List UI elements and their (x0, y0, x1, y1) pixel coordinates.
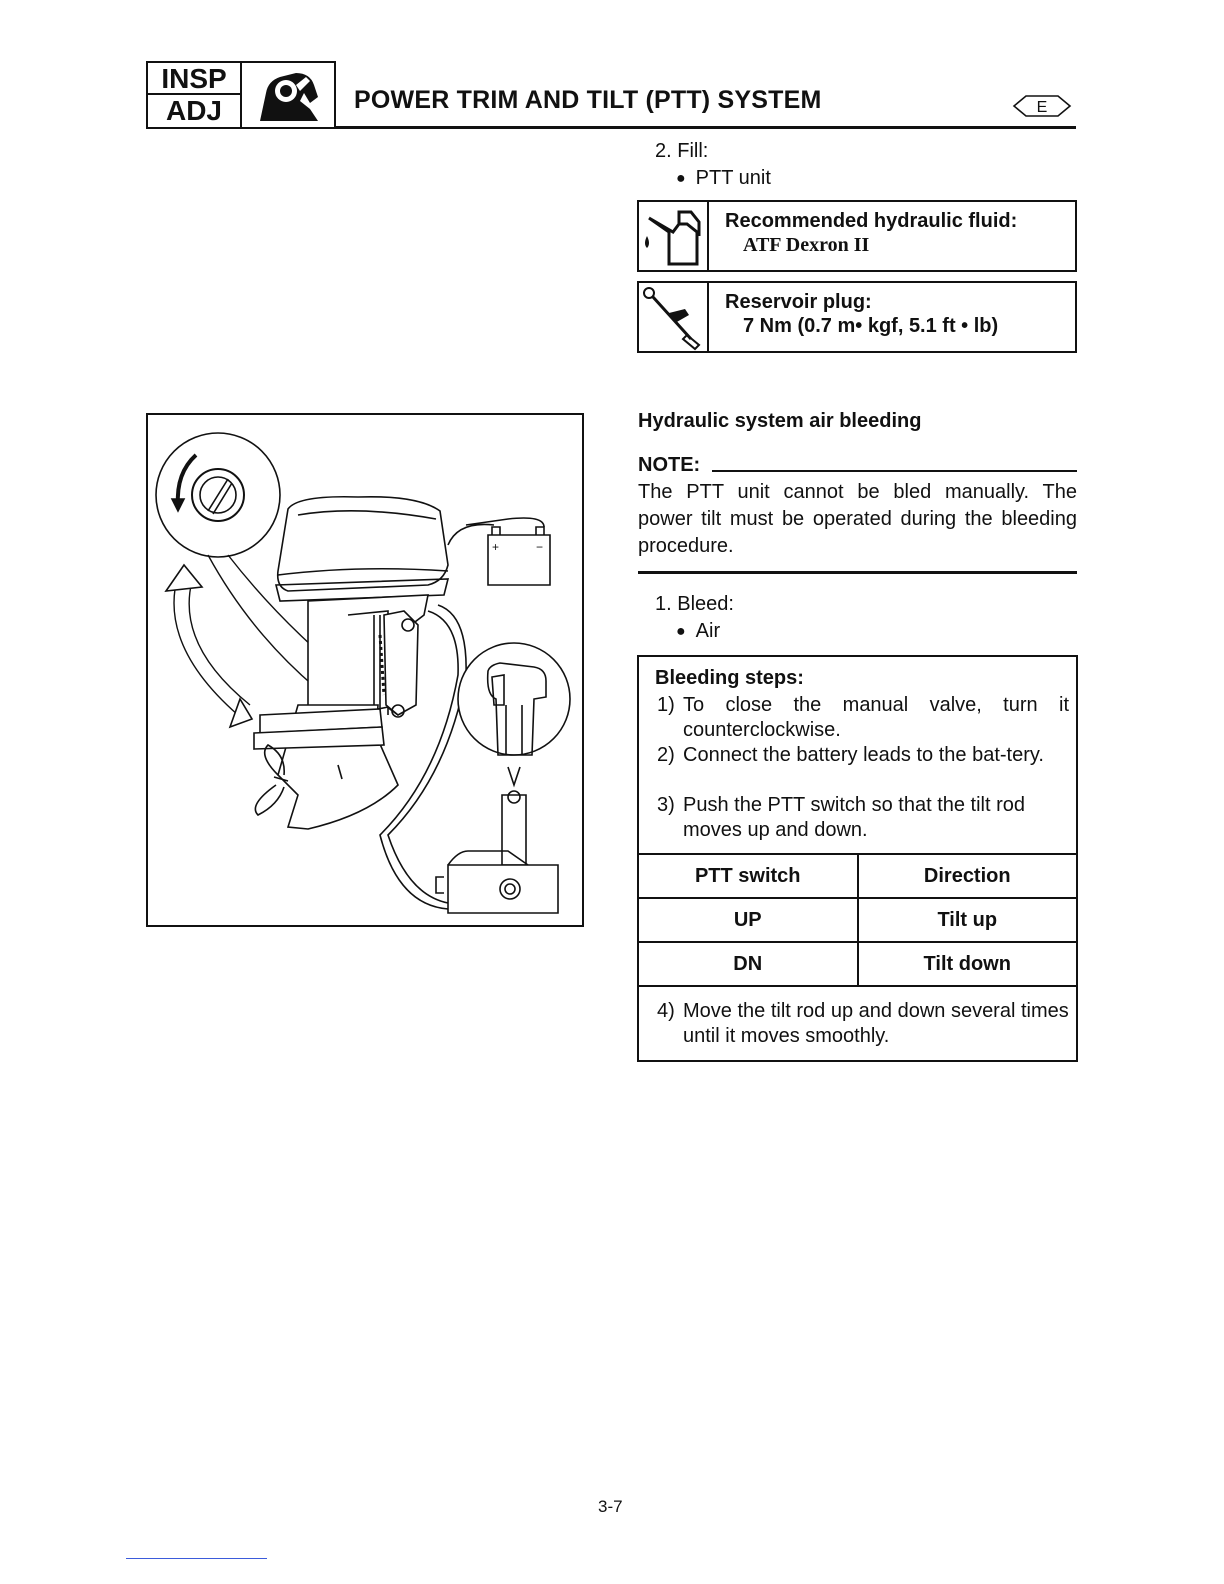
section-code-bottom: ADJ (165, 95, 222, 126)
note-end-rule (638, 571, 1077, 574)
oil-can-icon (639, 202, 709, 270)
bleed-item: ● Air (676, 618, 720, 646)
spec-hydraulic-fluid (637, 200, 1077, 272)
step-number: 3) (657, 794, 675, 816)
table-row (638, 898, 1077, 942)
table-cell: Tilt down (858, 942, 1078, 986)
wrench-hand-icon (244, 63, 334, 127)
table-header: PTT switch (638, 854, 858, 898)
table-header-row (638, 854, 1077, 898)
section-code (148, 63, 242, 127)
outboard-ptt-illustration (146, 413, 584, 927)
fill-step: 2. Fill: (655, 140, 709, 162)
table-cell: Tilt up (858, 898, 1078, 942)
spec-reservoir-plug (637, 281, 1077, 353)
battery-plus: + (492, 540, 500, 554)
note-text: The PTT unit cannot be bled manually. The power tilt must be operated during the bleeding procedure. (638, 481, 1077, 557)
section-code-top: INSP (148, 63, 240, 95)
step-text: Move the tilt rod up and down several times until it moves smoothly. (683, 1000, 1069, 1047)
language-letter: E (1036, 99, 1048, 116)
page-title: POWER TRIM AND TILT (PTT) SYSTEM (354, 86, 822, 114)
spec-value: 7 Nm (0.7 m• kgf, 5.1 ft • lb) (743, 315, 999, 337)
section-heading: Hydraulic system air bleeding (638, 410, 922, 432)
direction-table (637, 853, 1078, 987)
step-text: To close the manual valve, turn it counterclockwise. (683, 694, 1069, 741)
fill-item: ● PTT unit (676, 165, 771, 193)
header-rule (336, 126, 1076, 129)
spec-label: Reservoir plug: (725, 291, 872, 313)
note-label: NOTE: (638, 454, 701, 476)
bleed-step: 1. Bleed: (655, 593, 734, 615)
step-number: 4) (657, 1000, 675, 1022)
language-badge (1012, 94, 1072, 118)
spec-label: Recommended hydraulic fluid: (725, 210, 1018, 232)
table-header: Direction (858, 854, 1078, 898)
battery-minus: − (536, 540, 544, 554)
footer-line (126, 1558, 267, 1559)
step-number: 1) (657, 694, 675, 716)
note-rule (712, 470, 1077, 472)
step-number: 2) (657, 744, 675, 766)
step-text: Push the PTT switch so that the tilt rod moves up and down. (683, 794, 1026, 841)
table-cell: UP (638, 898, 858, 942)
table-cell: DN (638, 942, 858, 986)
table-row (638, 942, 1077, 986)
step-text: Connect the battery leads to the bat-tery. (683, 744, 1044, 766)
bleeding-steps-box (637, 655, 1078, 1062)
spec-value: ATF Dexron II (743, 234, 870, 256)
steps-title: Bleeding steps: (655, 667, 804, 689)
torque-wrench-icon (639, 283, 709, 351)
page-number: 3-7 (598, 1497, 623, 1516)
